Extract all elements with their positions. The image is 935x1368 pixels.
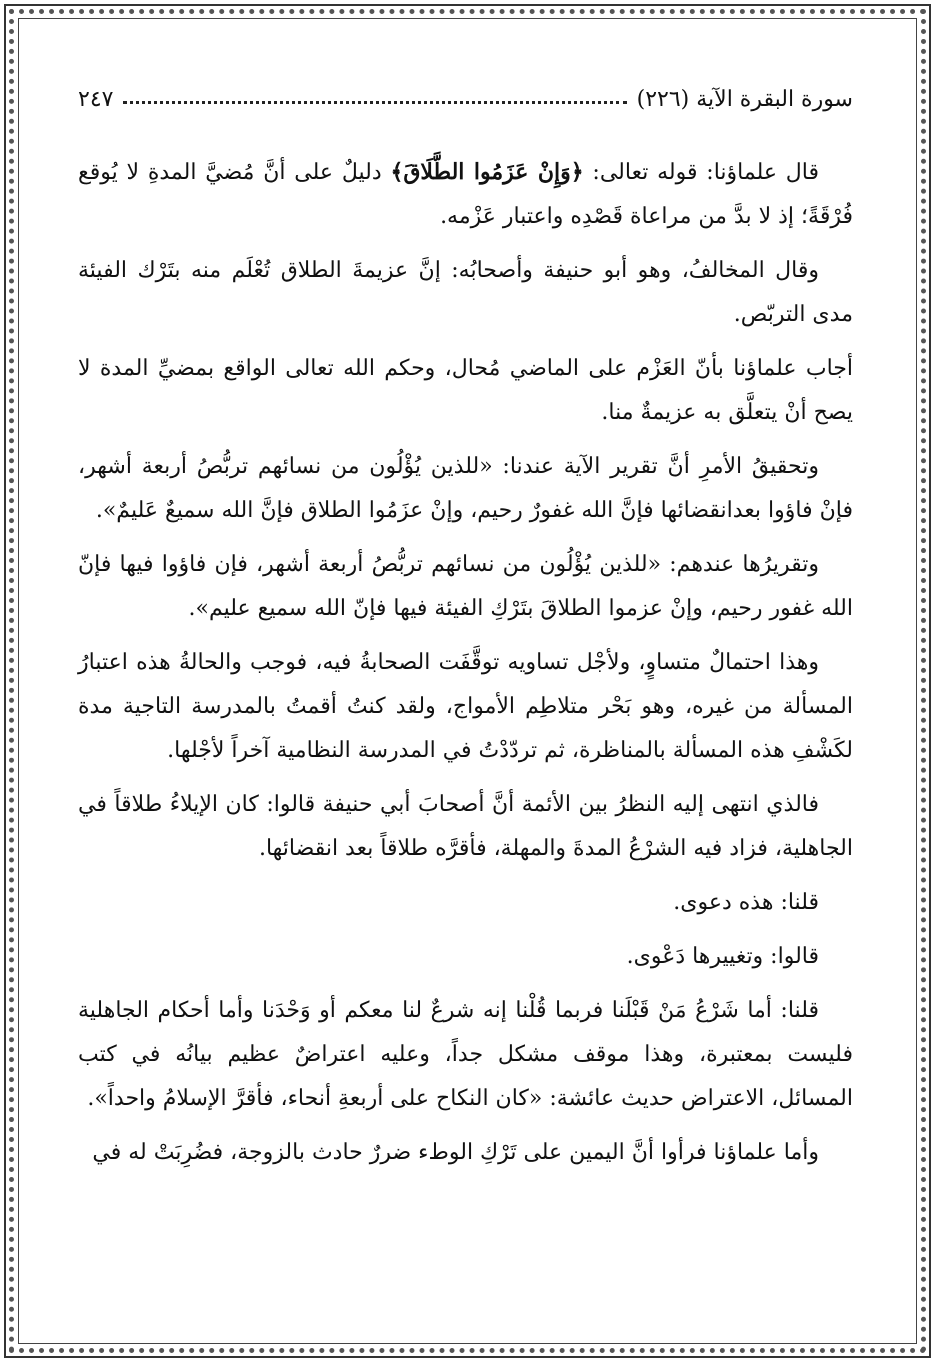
paragraph-3: أجاب علماؤنا بأنّ العَزْم على الماضي مُحال، وحكم الله تعالى الواقع بمضيِّ المدة لا يصح أنْ يتعلَّق به عزيمةٌ منا. bbox=[78, 356, 853, 425]
paragraph-8: قلنا: هذه دعوى. bbox=[673, 890, 819, 915]
page-number: ٢٤٧ bbox=[78, 87, 114, 112]
quranic-verse: ﴿وَإِنْ عَزَمُوا الطَّلَاقَ﴾ bbox=[390, 159, 584, 185]
paragraph-1-intro: قال علماؤنا: قوله تعالى: bbox=[583, 160, 819, 185]
page-body bbox=[78, 150, 853, 1185]
paragraph-6: وهذا احتمالٌ متساوٍ، ولأجْل تساويه توقَّفَت الصحابةُ فيه، فوجب والحالةُ هذه اعتبارُ المسألة من غيره، وهو بَحْر متلاطِم الأمواج، ولقد كنتُ أقمتُ بالمدرسة التاجية مدة لكَشْفِ هذه المسألة بالمناظرة، ثم تردّدْتُ في المدرسة النظامية آخراً لأجْلها. bbox=[78, 650, 853, 763]
paragraph-10: قلنا: أما شَرْعُ مَنْ قَبْلَنا فربما قُلْنا إنه شرعٌ لنا معكم أو وَحْدَنا وأما أحكام الجاهلية فليست بمعتبرة، وهذا موقف مشكل جداً، وعليه اعتراضٌ عظيم بيانُه في كتب المسائل، الاعتراض حديث عائشة: «كان النكاح على أربعةِ أنحاء، فأقرَّ الإسلامُ واحداً». bbox=[78, 998, 853, 1111]
paragraph-1 bbox=[78, 150, 853, 239]
paragraph-1-rest: دليلٌ على أنَّ مُضيَّ المدةِ لا يُوقع فُرْقَةً؛ إذ لا بدَّ من مراعاة قَصْدِه واعتبار عَزْمه. bbox=[78, 160, 853, 229]
header-leader-dots bbox=[123, 101, 626, 104]
running-header bbox=[78, 72, 853, 112]
paragraph-4: وتحقيقُ الأمرِ أنَّ تقرير الآية عندنا: «للذين يُؤْلُون من نسائهم تربُّصُ أربعة أشهر، فإنْ فاؤوا بعدانقضائها فإنَّ الله غفورٌ رحيم، وإنْ عزَمُوا الطلاق فإنَّ الله سميعٌ عَليمٌ». bbox=[78, 454, 853, 523]
paragraph-7: فالذي انتهى إليه النظرُ بين الأئمة أنَّ أصحابَ أبي حنيفة قالوا: كان الإيلاءُ طلاقاً في الجاهلية، فزاد فيه الشرْعُ المدةَ والمهلة، فأقرَّه طلاقاً بعد انقضائها. bbox=[78, 792, 853, 861]
paragraph-9: قالوا: وتغييرها دَعْوى. bbox=[626, 944, 819, 969]
paragraph-2: وقال المخالفُ، وهو أبو حنيفة وأصحابُه: إنَّ عزيمةَ الطلاق تُعْلَم منه بتَرْك الفيئة مدى التربّص. bbox=[78, 258, 853, 327]
header-title: سورة البقرة الآية (٢٢٦) bbox=[636, 87, 853, 112]
paragraph-11: وأما علماؤنا فرأوا أنَّ اليمين على تَرْكِ الوطء ضررٌ حادث بالزوجة، فضُرِبَتْ له في bbox=[92, 1140, 819, 1165]
paragraph-5: وتقريرُها عندهم: «للذين يُؤْلُون من نسائهم تربُّصُ أربعة أشهر، فإن فاؤوا فيها فإنّ الله غفور رحيم، وإنْ عزموا الطلاقَ بتَرْكِ الفيئة فيها فإنّ الله سميع عليم». bbox=[78, 552, 853, 621]
